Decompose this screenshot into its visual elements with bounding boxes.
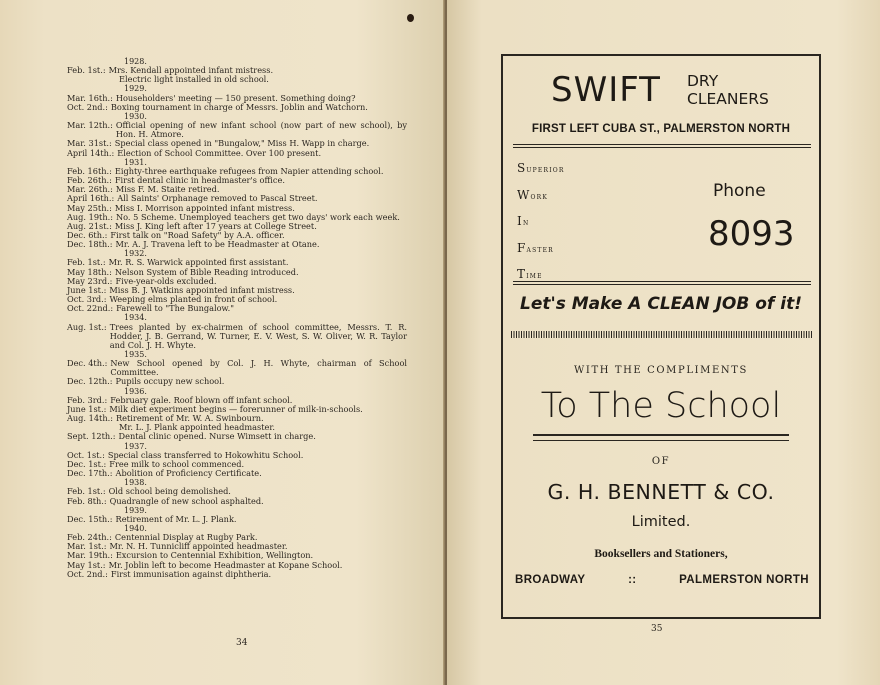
entry-text: Mr. Joblin left to become Headmaster at Kopane School. — [108, 559, 343, 570]
page-number-right: 35 — [651, 624, 663, 634]
entry-date: Aug. 21st.: — [67, 220, 112, 231]
year-heading: 1935. — [124, 350, 147, 359]
entry-text: Mr. A. J. Travena left to be Headmaster at Otane. — [115, 239, 320, 250]
entry-text: Miss B. J. Watkins appointed infant mistress. — [109, 284, 295, 295]
chronology-entry — [67, 149, 407, 158]
company-limited: Limited. — [631, 514, 691, 530]
swift-slogan: Let's Make A CLEAN JOB of it! — [520, 294, 802, 314]
heading-underline — [533, 434, 789, 441]
hatched-divider — [511, 331, 813, 338]
year-heading: 1932. — [124, 249, 147, 259]
ink-spot — [407, 14, 414, 22]
cleaners-word: CLEANERS — [687, 90, 769, 108]
entry-date: Oct. 1st.: — [67, 449, 105, 460]
acrostic-initial: S — [517, 161, 527, 175]
chronology-entry — [67, 570, 407, 579]
entry-date: Sept. 12th.: — [67, 431, 116, 442]
acrostic-initial: T — [517, 267, 527, 282]
right-page — [447, 0, 880, 685]
entry-text: Old school being demolished. — [108, 486, 231, 497]
entry-date: Oct. 2nd.: — [67, 101, 108, 112]
entry-text: Milk diet experiment begins — forerunner of milk-in-schools. — [109, 403, 363, 414]
acrostic-word — [517, 236, 565, 263]
entry-text: Retirement of Mr. L. J. Plank. — [115, 513, 237, 524]
entry-text: Mr. L. J. Plank appointed headmaster. — [119, 422, 275, 433]
entry-text: Miss J. King left after 17 years at College Street. — [114, 220, 317, 231]
entry-date: Mar. 26th.: — [67, 184, 113, 195]
city-name: PALMERSTON NORTH — [679, 574, 809, 586]
entry-date: Mar. 1st.: — [67, 541, 107, 552]
entry-date: Dec. 6th.: — [67, 229, 108, 240]
year-heading: 1930. — [124, 111, 147, 121]
chronology-entry — [67, 377, 407, 386]
entry-text: Nelson System of Bible Reading introduced. — [114, 266, 299, 277]
entry-text: Special class opened in "Bungalow," Miss H. Wapp in charge. — [114, 138, 370, 149]
year-heading: 1937. — [124, 441, 147, 451]
chronology-entry — [67, 121, 407, 139]
acrostic-word — [517, 183, 565, 210]
entry-text: New School opened by Col. J. H. Whyte, chairman of School Committee. — [110, 358, 407, 378]
entry-text: Dental clinic opened. Nurse Wimsett in charge. — [118, 431, 316, 442]
acrostic-initial: W — [517, 187, 531, 202]
entry-date: Mar. 12th.: — [67, 120, 113, 131]
entry-text: Mr. R. S. Warwick appointed first assistant. — [108, 257, 289, 268]
entry-text: Official opening of new infant school (now part of new school), by Hon. H. Atmore. — [115, 120, 407, 140]
entry-text: Retirement of Mr. W. A. Swinbourn. — [115, 413, 264, 424]
acrostic-rest: n — [522, 218, 530, 229]
year-heading: 1936. — [124, 386, 147, 396]
entry-date: Mar. 16th.: — [67, 92, 113, 103]
year-heading: 1934. — [124, 313, 147, 323]
chronology-entry — [67, 304, 407, 313]
entry-text: Election of School Committee. Over 100 present. — [117, 147, 322, 158]
entry-date: Dec. 1st.: — [67, 458, 107, 469]
entry-text: Five-year-olds excluded. — [115, 275, 217, 286]
acrostic-list — [517, 156, 565, 289]
entry-date: Dec. 18th.: — [67, 239, 113, 250]
acrostic-initial: I — [517, 214, 523, 229]
entry-text: Special class transferred to Hokowhitu School. — [107, 449, 304, 460]
company-trade: Booksellers and Stationers, — [594, 548, 728, 560]
phone-label: Phone — [713, 181, 766, 201]
entry-text: February gale. Roof blown off infant school. — [110, 394, 293, 405]
entry-date: June 1st.: — [67, 284, 107, 295]
entry-text: First talk on "Road Safety" by A.A. officer. — [110, 229, 285, 240]
chronology-entry — [67, 75, 407, 84]
entry-text: Pupils occupy new school. — [115, 376, 225, 387]
entry-date: Mar. 19th.: — [67, 550, 113, 561]
entry-date: Feb. 26th.: — [67, 175, 112, 186]
acrostic-initial: F — [517, 240, 527, 255]
entry-text: Free milk to school commenced. — [109, 458, 245, 469]
entry-text: Miss F. M. Staite retired. — [115, 184, 220, 195]
entry-date: May 23rd.: — [67, 275, 113, 286]
entry-date: Feb. 24th.: — [67, 532, 112, 543]
entry-date: April 14th.: — [67, 147, 115, 158]
entry-date: Dec. 15th.: — [67, 513, 113, 524]
entry-date: Dec. 12th.: — [67, 376, 113, 387]
company-address — [515, 574, 809, 586]
of-word: OF — [651, 456, 671, 467]
phone-number: 8093 — [708, 214, 795, 254]
chronology-entry — [67, 240, 407, 249]
entry-text: Weeping elms planted in front of school. — [109, 294, 278, 305]
acrostic-rest: ime — [526, 271, 543, 282]
entry-date: Feb. 8th.: — [67, 495, 107, 506]
entry-text: Excursion to Centennial Exhibition, Wellington. — [115, 550, 314, 561]
entry-text: No. 5 Scheme. Unemployed teachers get two days' work each week. — [115, 211, 400, 222]
entry-text: Quadrangle of new school asphalted. — [109, 495, 264, 506]
swift-address: FIRST LEFT CUBA ST., PALMERSTON NORTH — [531, 123, 791, 135]
chronology-entry — [67, 103, 407, 112]
entry-date: May 25th.: — [67, 202, 112, 213]
entry-date: Aug. 14th.: — [67, 413, 113, 424]
chronology-entry — [67, 515, 407, 524]
year-heading: 1928. — [124, 57, 147, 66]
entry-date: Oct. 22nd.: — [67, 303, 114, 314]
year-heading: 1929. — [124, 84, 147, 94]
acrostic-rest: ork — [530, 191, 549, 202]
year-heading: 1938. — [124, 478, 147, 488]
page-number-left: 34 — [236, 638, 248, 648]
company-name: G. H. BENNETT & CO. — [547, 480, 775, 504]
acrostic-word — [517, 209, 565, 236]
entry-date: June 1st.: — [67, 403, 107, 414]
entry-text: Mr. N. H. Tunnicliff appointed headmaster. — [109, 541, 288, 552]
entry-date: Feb. 1st.: — [67, 65, 106, 76]
entry-date: May 1st.: — [67, 559, 106, 570]
entry-date: Mar. 31st.: — [67, 138, 112, 149]
acrostic-rest: aster — [526, 244, 554, 255]
dry-cleaners-label — [687, 72, 769, 108]
entry-text: All Saints' Orphanage removed to Pascal Street. — [117, 193, 318, 204]
entry-text: Eighty-three earthquake refugees from Napier attending school. — [114, 165, 384, 176]
entry-text: Mrs. Kendall appointed infant mistress. — [108, 65, 274, 76]
chronology-entry — [67, 497, 407, 506]
entry-date: Aug. 1st.: — [67, 321, 107, 332]
acrostic-word — [517, 156, 565, 183]
entry-date: Feb. 3rd.: — [67, 394, 108, 405]
entry-text: Centennial Display at Rugby Park. — [114, 532, 258, 543]
entry-date: Feb. 1st.: — [67, 257, 106, 268]
chronology-entry — [67, 359, 407, 377]
entry-text: Householders' meeting — 150 present. Something doing? — [115, 92, 356, 103]
entry-date: April 16th.: — [67, 193, 115, 204]
entry-text: First dental clinic in headmaster's office. — [114, 175, 285, 186]
acrostic-rest: uperior — [526, 165, 565, 175]
year-heading: 1939. — [124, 505, 147, 515]
year-heading: 1940. — [124, 523, 147, 533]
street-name: BROADWAY — [515, 574, 586, 586]
entry-date: Feb. 16th.: — [67, 165, 112, 176]
entry-date: Feb. 1st.: — [67, 486, 106, 497]
entry-date: Aug. 19th.: — [67, 211, 113, 222]
entry-date: Oct. 3rd.: — [67, 294, 107, 305]
entry-date: Dec. 4th.: — [67, 358, 108, 369]
entry-text: Abolition of Proficiency Certificate. — [115, 468, 262, 479]
entry-date: Dec. 17th.: — [67, 468, 113, 479]
chronology-entry — [67, 432, 407, 441]
chronology-entry — [67, 323, 407, 350]
entry-text: Farewell to "The Bungalow." — [116, 303, 234, 314]
entry-text: Miss I. Morrison appointed infant mistress. — [114, 202, 295, 213]
divider-rule — [513, 281, 811, 285]
compliments-line: WITH THE COMPLIMENTS — [574, 365, 748, 376]
entry-text: Electric light installed in old school. — [119, 74, 269, 85]
dry-word: DRY — [687, 72, 719, 90]
divider-rule — [513, 144, 811, 148]
entry-text: First immunisation against diphtheria. — [110, 568, 272, 579]
chronology-entry — [67, 469, 407, 478]
swift-title: SWIFT — [551, 70, 661, 110]
to-the-school-heading: To The School — [540, 386, 782, 426]
address-separator: :: — [628, 574, 637, 586]
entry-text: Trees planted by ex-chairmen of school committee, Messrs. T. R. Hodder, J. B. Gerrand, W. Turner, E. V. West, S. W. Oliver, W. R. Taylor and Col. J. H. Whyte. — [109, 321, 407, 350]
chronology-list — [67, 57, 407, 579]
entry-date: May 18th.: — [67, 266, 112, 277]
advertisement-frame — [501, 54, 821, 619]
entry-text: Boxing tournament in charge of Messrs. Joblin and Watchorn. — [110, 101, 368, 112]
entry-date: Oct. 2nd.: — [67, 568, 108, 579]
year-heading: 1931. — [124, 157, 147, 167]
